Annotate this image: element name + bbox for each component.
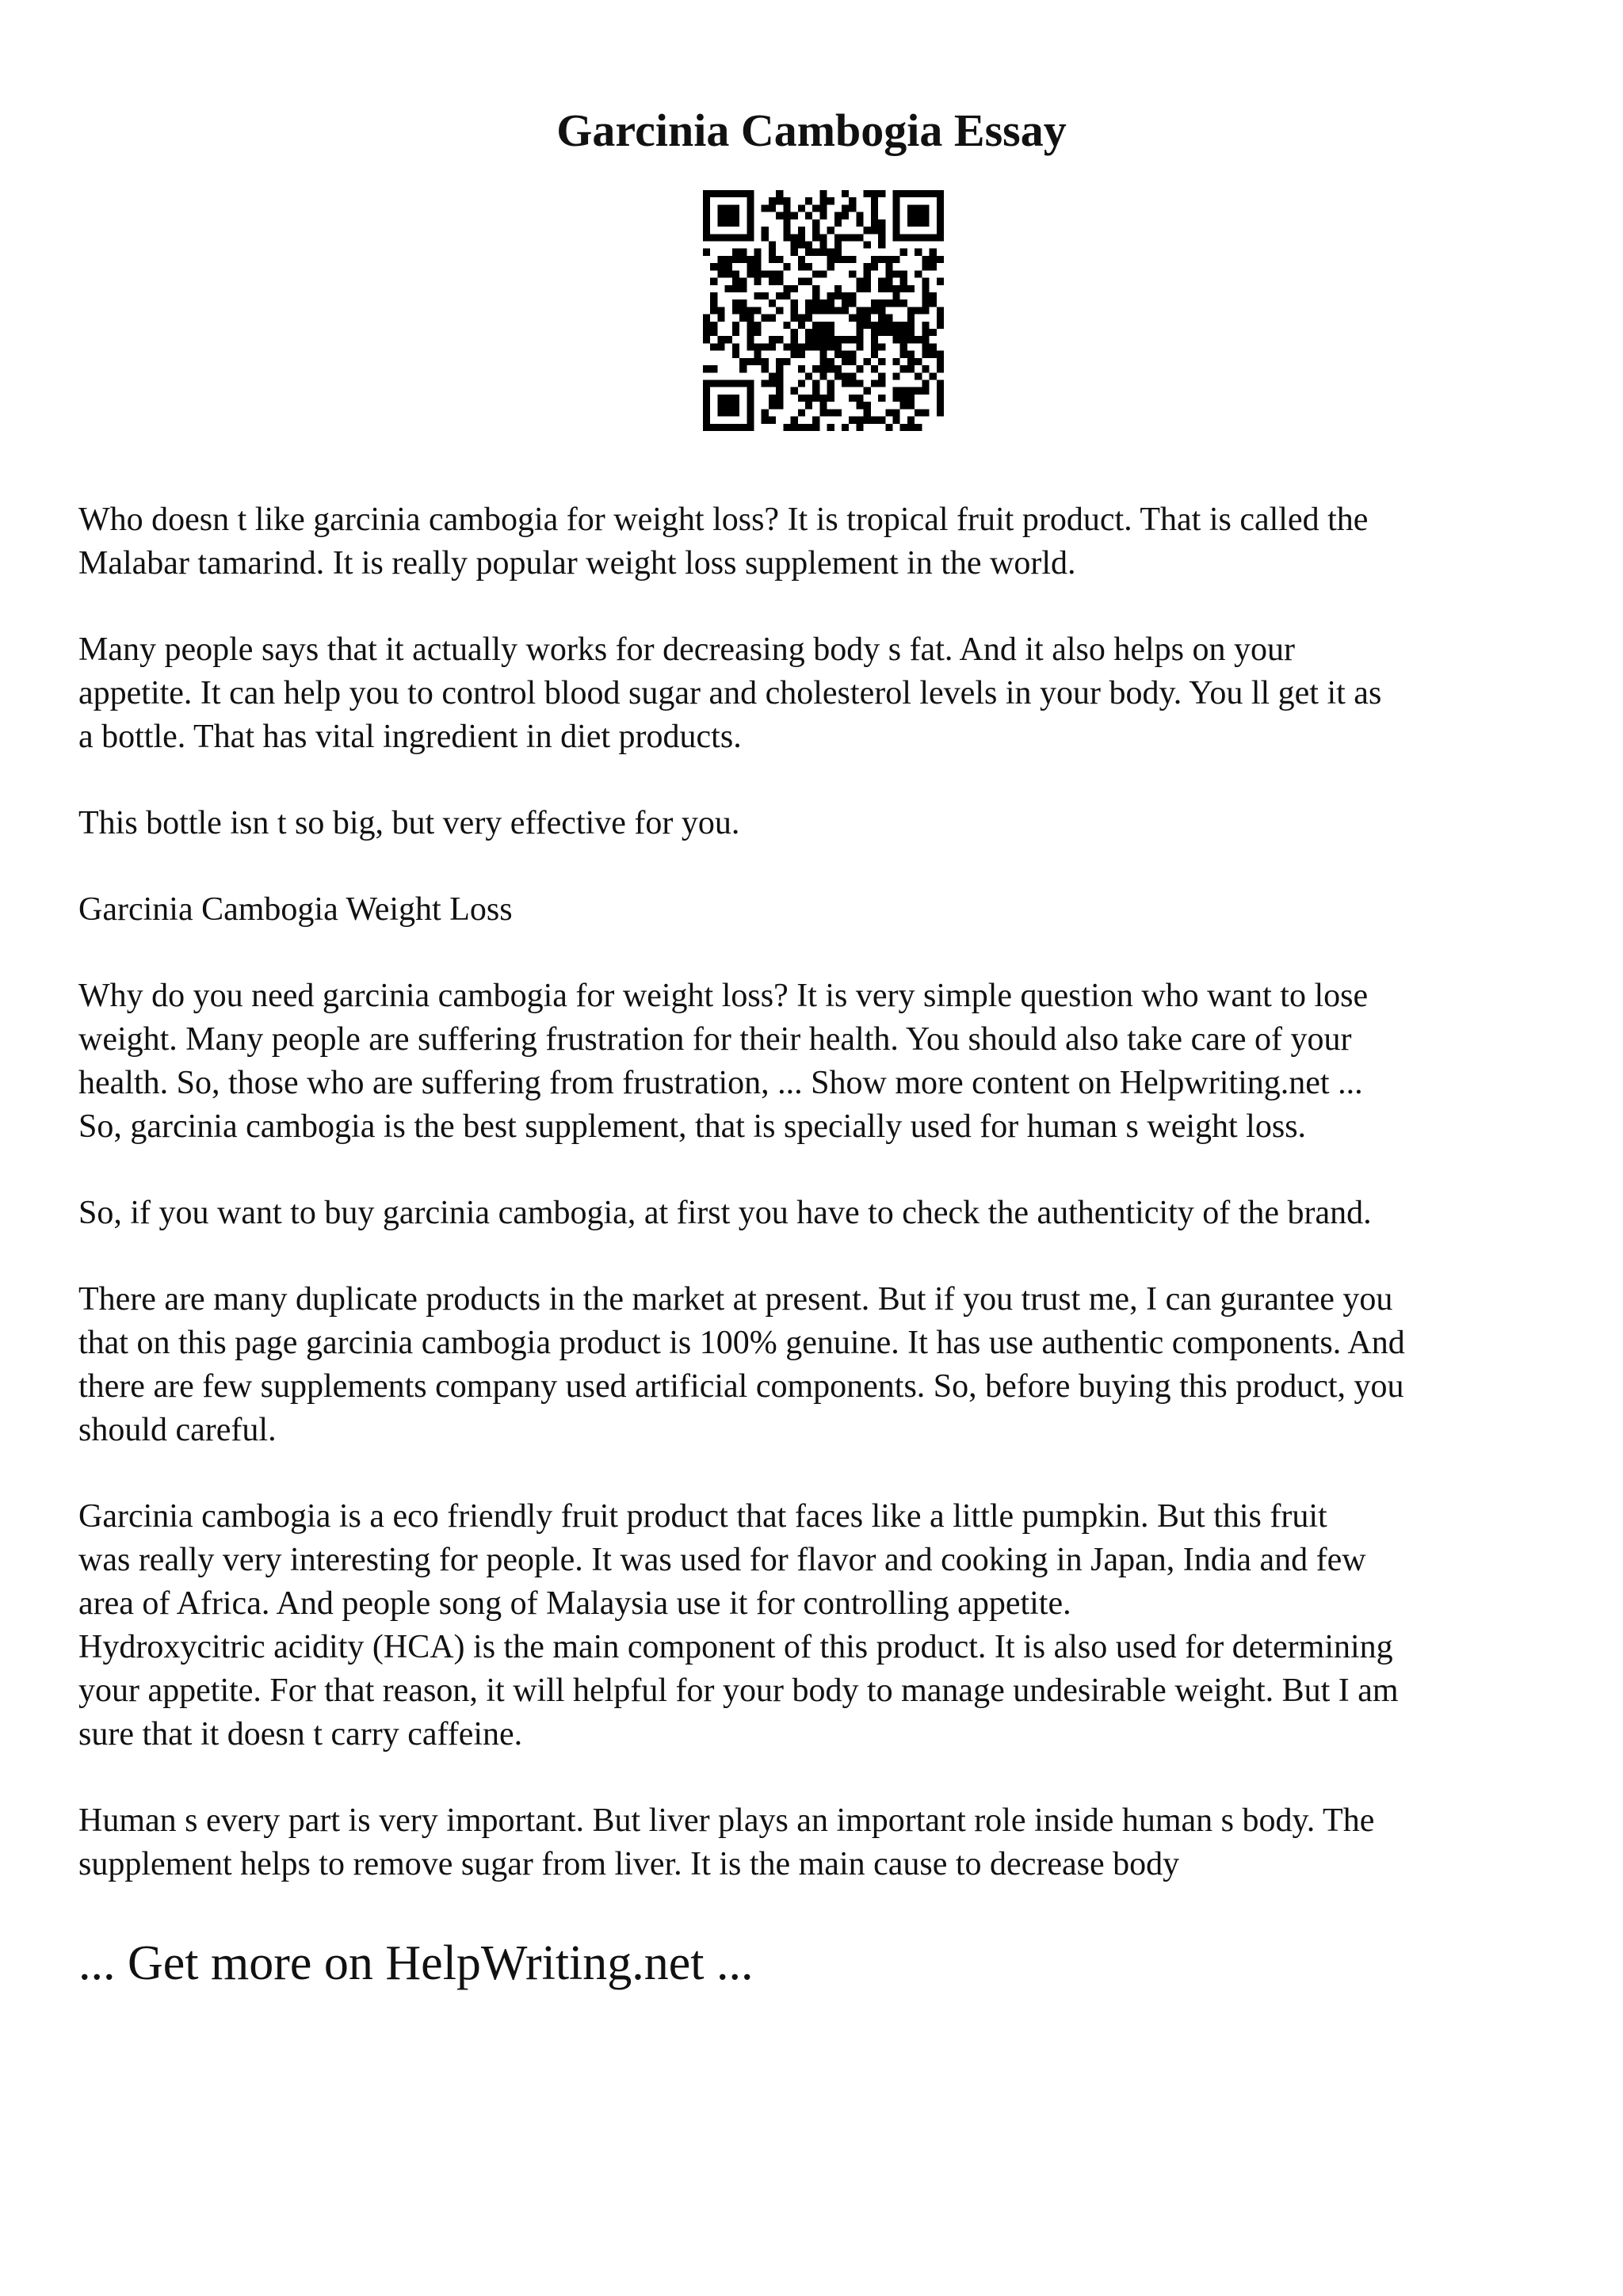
paragraph-9: Human s every part is very important. But liver plays an important role inside human s body. The supplement helps to remove sugar from liver. It is the main cause to decrease body (78, 1802, 1375, 1882)
essay-body (78, 498, 1568, 1929)
paragraph-3: This bottle isn t so big, but very effective for you. (78, 805, 740, 841)
document-title: Garcinia Cambogia Essay (556, 105, 1067, 156)
qr-code-image (703, 190, 944, 431)
paragraph-7: Garcinia cambogia is a eco friendly fruit product that faces like a little pumpkin. But this fruit was really very interesting for people. It was used for flavor and cooking in Japan, India and few area of Africa. And people song of Malaysia use it for controlling appetite. (78, 1498, 1366, 1622)
paragraph-6: There are many duplicate products in the market at present. But if you trust me, I can gurantee you that on this page garcinia cambogia product is 100% genuine. It has use authentic components. And there are few supplements company used artificial components. So, before buying this product, you should careful. (78, 1281, 1405, 1448)
paragraph-8: Hydroxycitric acidity (HCA) is the main component of this product. It is also used for determining your appetite. For that reason, it will helpful for your body to manage undesirable weight. But I am sure that it doesn t carry caffeine. (78, 1629, 1399, 1753)
get-more-link[interactable]: ... Get more on HelpWriting.net ... (78, 1936, 754, 1990)
paragraph-2: Many people says that it actually works for decreasing body s fat. And it also helps on your appetite. It can help you to control blood sugar and cholesterol levels in your body. You ll get it as a bottle. That has vital ingredient in diet products. (78, 631, 1382, 755)
section-heading: Garcinia Cambogia Weight Loss (78, 891, 513, 928)
paragraph-4: Why do you need garcinia cambogia for weight loss? It is very simple question who want to lose weight. Many people are suffering frustration for their health. You should also take care of your health. So, those who are suffering from frustration, ... Show more content on Helpwriting.net ... So, garcinia cambogia is the best supplement, that is specially used for human s weight loss. (78, 978, 1369, 1145)
paragraph-1: Who doesn t like garcinia cambogia for weight loss? It is tropical fruit product. That is called the Malabar tamarind. It is really popular weight loss supplement in the world. (78, 502, 1369, 582)
paragraph-5: So, if you want to buy garcinia cambogia, at first you have to check the authenticity of the brand. (78, 1195, 1372, 1231)
